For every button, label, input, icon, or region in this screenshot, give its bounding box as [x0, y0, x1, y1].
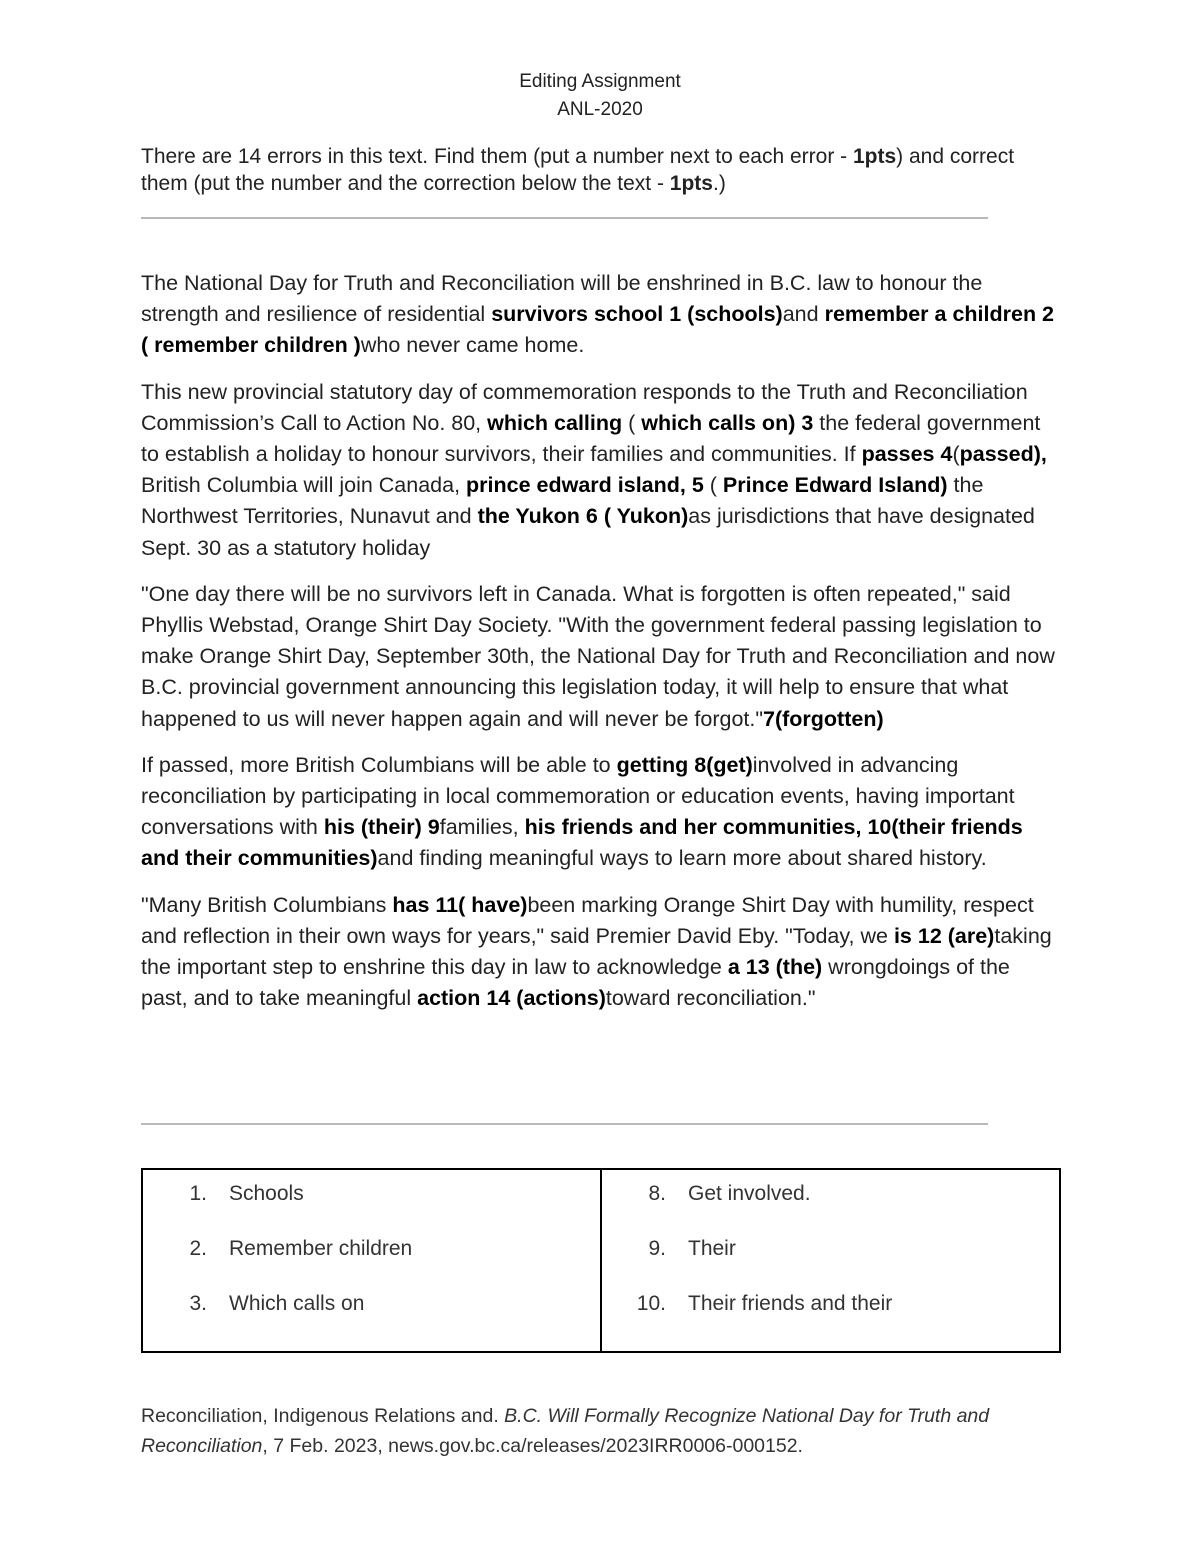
answer-number: 9.: [648, 1237, 666, 1260]
article-paragraph: [141, 750, 1061, 875]
paragraph-text: families,: [439, 815, 525, 840]
instructions: [141, 143, 1061, 197]
paragraph-text: been marking Orange Shirt Day with humility, respect and reflection in their own ways for years," said Premier David Eby. "Today, we: [141, 892, 1034, 948]
citation-author: Reconciliation, Indigenous Relations and.: [141, 1405, 505, 1427]
answer-number: 10.: [636, 1292, 666, 1315]
answer-number: 3.: [189, 1292, 207, 1315]
error-marking: which calls on) 3: [641, 410, 814, 435]
article-paragraph: [141, 377, 1061, 564]
paragraph-text: "Many British Columbians: [141, 892, 393, 917]
answer-table: [141, 1168, 1061, 1353]
answer-number: 1.: [189, 1182, 207, 1205]
paragraph-text: (: [622, 410, 642, 435]
error-marking: passed),: [959, 442, 1047, 467]
paragraph-text: taking the important step to enshrine this day in law to acknowledge: [141, 923, 1052, 980]
answer-text: Schools: [229, 1182, 304, 1205]
paragraph-text: The National Day for Truth and Reconciliation will be enshrined in B.C. law to honour the strength and resilience of residential: [141, 271, 983, 327]
error-marking: has 11( have): [392, 892, 528, 917]
answer-item: [602, 1180, 1059, 1207]
answer-number: 2.: [189, 1237, 207, 1260]
instructions-points-2: 1pts: [669, 172, 713, 195]
error-marking: which calling: [487, 410, 623, 435]
answer-item: [143, 1235, 600, 1262]
answer-item: [143, 1180, 600, 1207]
paragraph-text: who never came home.: [360, 333, 585, 358]
paragraph-text: (: [952, 442, 960, 467]
answer-column-left: [143, 1170, 602, 1351]
paragraph-text: (: [703, 473, 723, 498]
citation: [141, 1401, 1061, 1461]
citation-details: , 7 Feb. 2023, news.gov.bc.ca/releases/2023IRR0006-000152.: [262, 1435, 803, 1457]
paragraph-text: If passed, more British Columbians will be able to: [141, 752, 617, 777]
error-marking: his (their) 9: [323, 815, 440, 840]
top-divider: [141, 217, 988, 219]
error-marking: getting 8(get): [616, 752, 753, 777]
paragraph-text: British Columbia will join Canada,: [141, 473, 467, 498]
error-marking: is 12 (are): [893, 923, 995, 948]
paragraph-text: involved in advancing reconciliation by participating in local commemoration or education events, having important conversations with: [141, 752, 1015, 840]
instructions-points-1: 1pts: [852, 145, 897, 168]
article-paragraph: [141, 579, 1061, 735]
course-code: ANL-2020: [557, 99, 643, 120]
error-marking: passes 4: [861, 442, 953, 467]
instructions-text-1: There are 14 errors in this text. Find them (put a number next to each error -: [141, 145, 853, 168]
paragraph-text: wrongdoings of the past, and to take meaningful: [141, 955, 1010, 1011]
answer-item: [143, 1290, 600, 1317]
instructions-text-3: .): [712, 172, 726, 195]
answer-text: Their friends and their: [688, 1292, 893, 1315]
error-marking: 7(forgotten): [763, 706, 884, 731]
error-marking: action 14 (actions): [417, 986, 606, 1011]
answer-item: [602, 1235, 1059, 1262]
error-marking: survivors school 1 (schools): [491, 302, 783, 327]
answer-text: Get involved.: [688, 1182, 811, 1205]
error-marking: a 13 (the): [727, 955, 823, 980]
error-marking: the Yukon 6 ( Yukon): [477, 504, 689, 529]
instructions-text-2: ) and correct them (put the number and the correction below the text -: [141, 145, 1015, 195]
answer-text: Which calls on: [229, 1292, 365, 1315]
article-body: [141, 268, 1061, 1029]
citation-title: B.C. Will Formally Recognize National Day for Truth and Reconciliation: [141, 1405, 990, 1457]
answer-text: Their: [688, 1237, 736, 1260]
answer-item: [602, 1290, 1059, 1317]
paragraph-text: and finding meaningful ways to learn more about shared history.: [377, 846, 987, 871]
paragraph-text: and: [782, 302, 825, 327]
error-marking: his friends and her communities, 10(their friends and their communities): [141, 815, 1023, 871]
answer-text: Remember children: [229, 1237, 413, 1260]
article-paragraph: [141, 268, 1061, 362]
paragraph-text: the Northwest Territories, Nunavut and: [141, 473, 984, 529]
document-title: Editing Assignment: [519, 71, 681, 92]
error-marking: remember a children 2 ( remember children ): [141, 302, 1055, 358]
error-marking: Prince Edward Island): [722, 473, 948, 498]
answer-number: 8.: [648, 1182, 666, 1205]
paragraph-text: the federal government to establish a holiday to honour survivors, their families and communities. If: [141, 410, 1041, 467]
paragraph-text: as jurisdictions that have designated Sept. 30 as a statutory holiday: [141, 504, 1035, 560]
paragraph-text: "One day there will be no survivors left in Canada. What is forgotten is often repeated," said Phyllis Webstad, Orange Shirt Day Society. "With the government federal passing legislation to make Orange Shirt Day, September 30th, the National Day for Truth and Reconciliation and now B.C. provincial government announcing this legislation today, it will help to ensure that what happened to us will never happen again and will never be forgot.": [141, 581, 1055, 731]
article-paragraph: [141, 890, 1061, 1015]
paragraph-text: This new provincial statutory day of commemoration responds to the Truth and Reconciliation Commission’s Call to Action No. 80,: [141, 379, 1028, 435]
paragraph-text: toward reconciliation.": [605, 986, 816, 1011]
bottom-divider: [141, 1123, 988, 1125]
answer-column-right: [602, 1170, 1059, 1351]
error-marking: prince edward island, 5: [466, 473, 704, 498]
